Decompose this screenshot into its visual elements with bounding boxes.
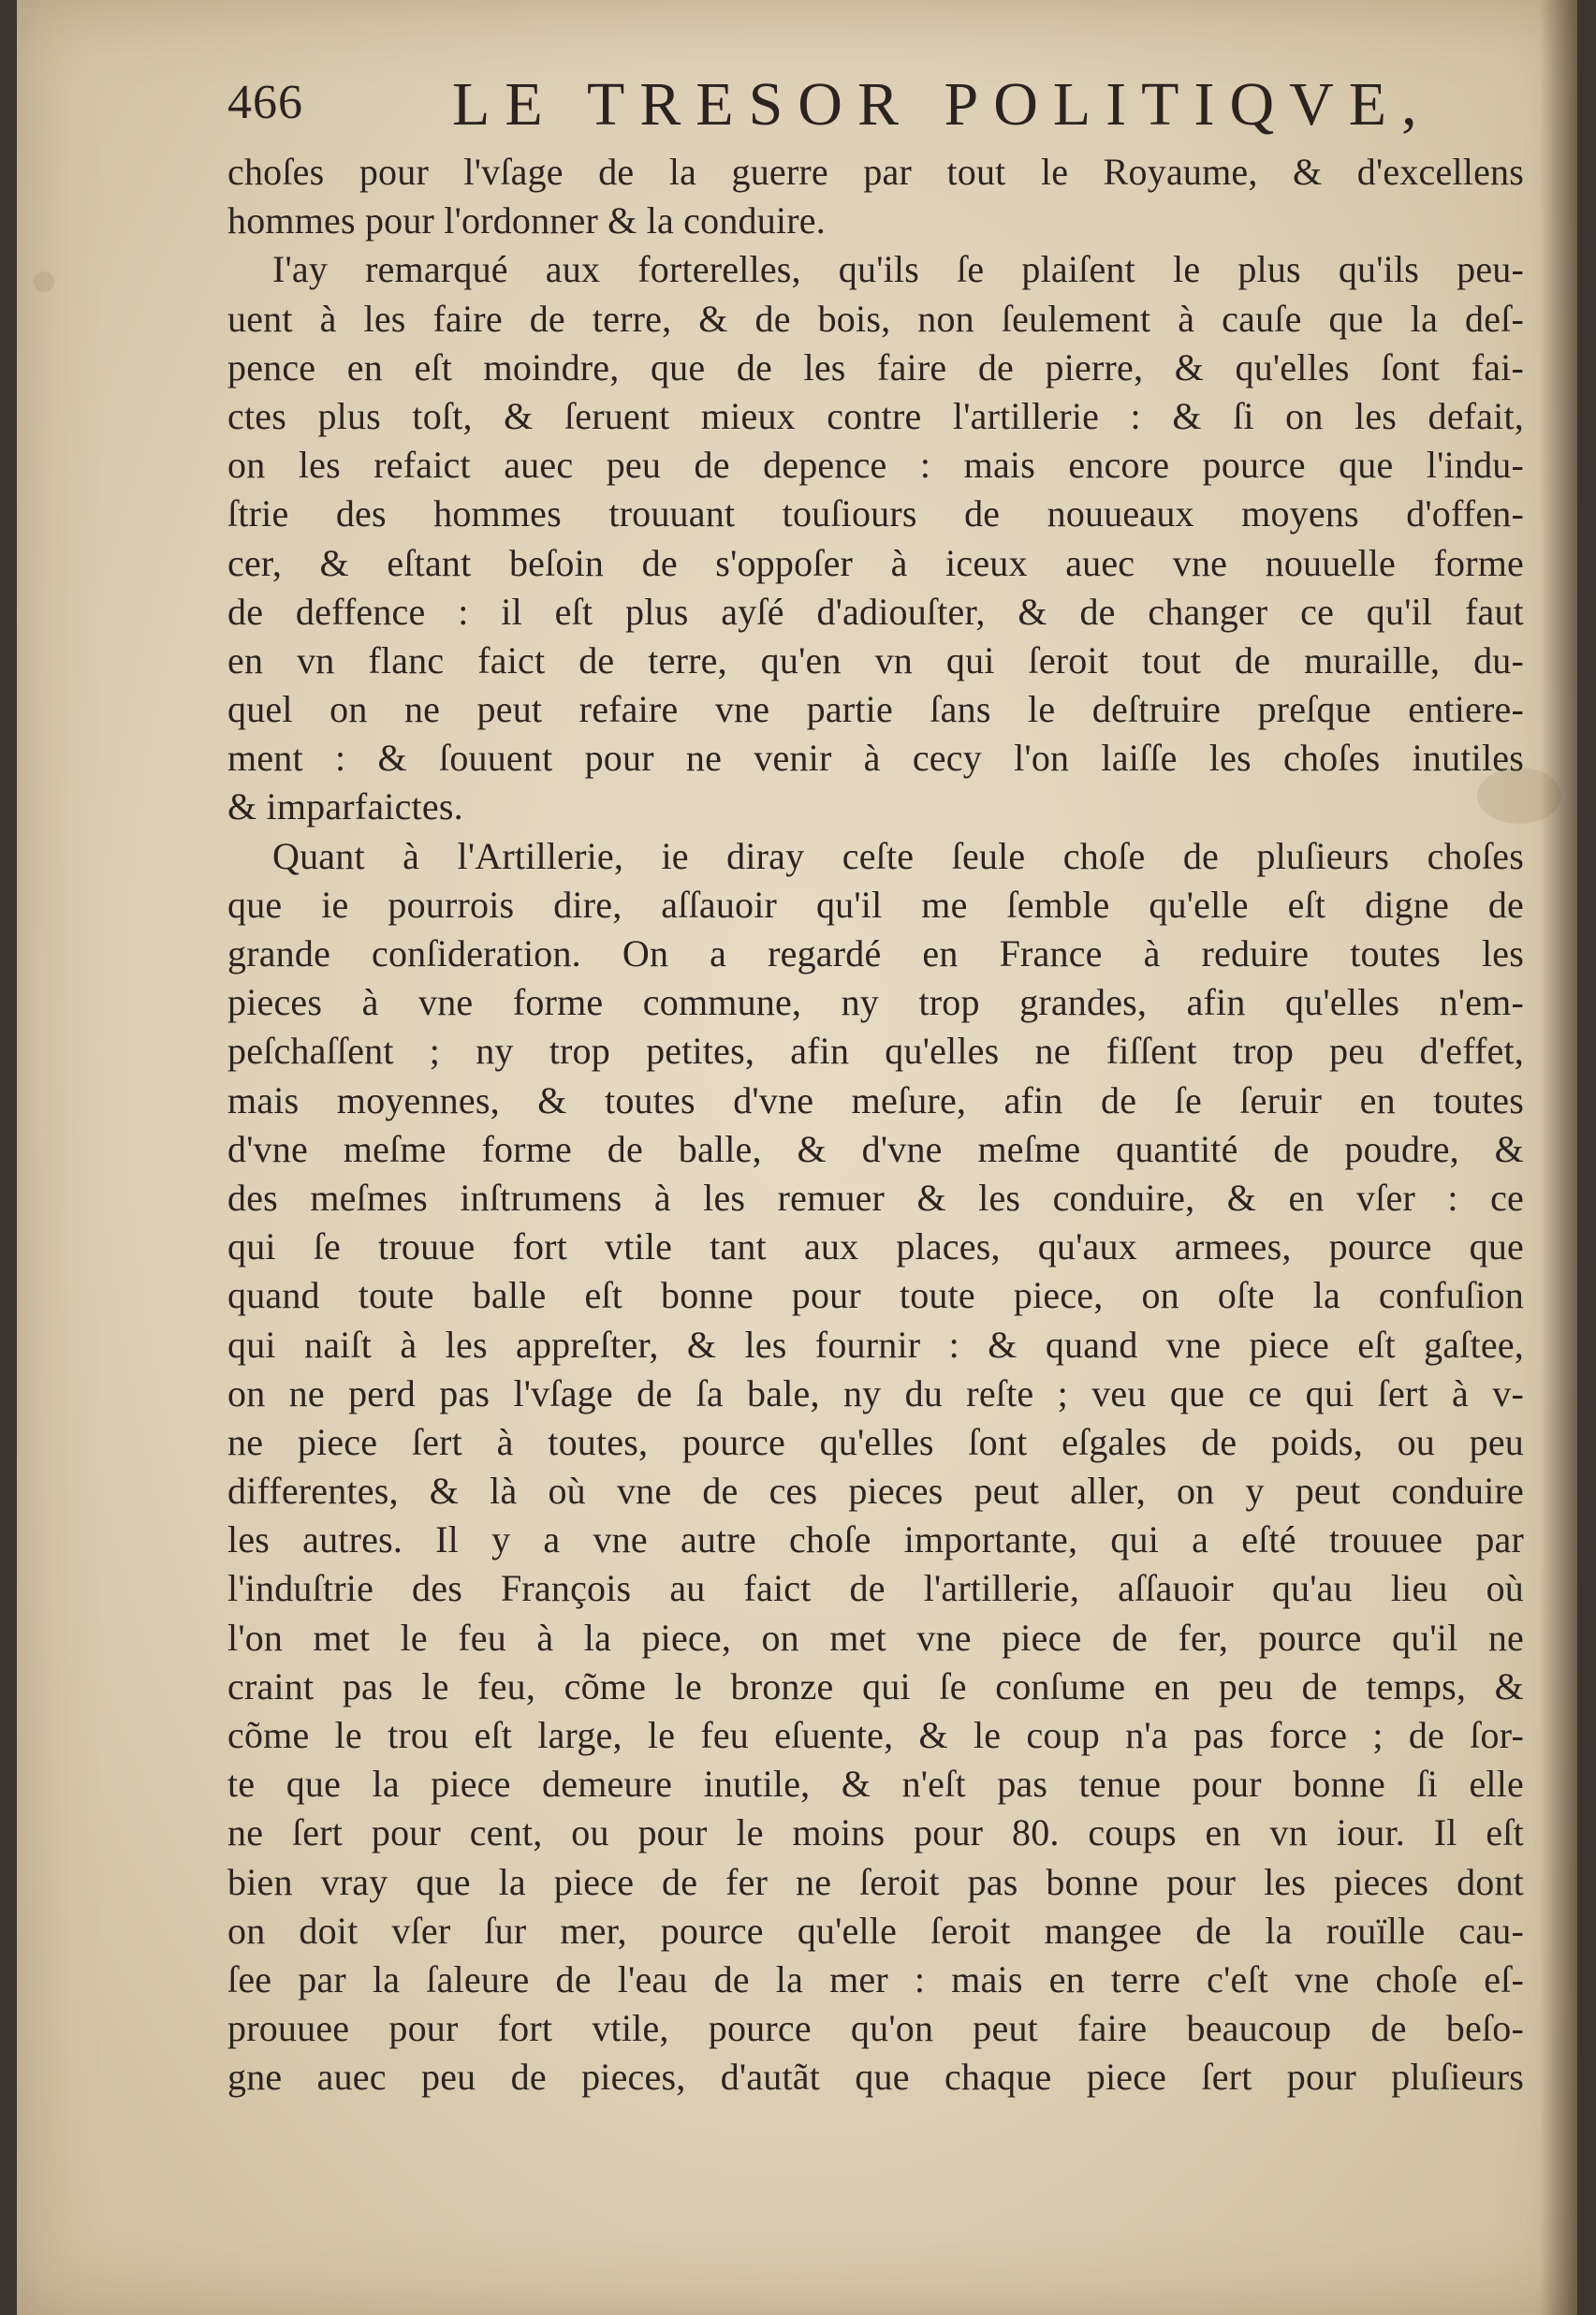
text-line: te que la piece demeure inutile, & n'eſt pas tenue pour bonne ſi elle [227,1763,1524,1806]
text-line: cõme le trou eſt large, le feu eſuente, & le coup n'a pas force ; de ſor- [227,1714,1524,1756]
text-line: on les refaict auec peu de depence : mais encore pource que l'indu- [227,444,1524,487]
text-line: quand toute balle eſt bonne pour toute piece, on oſte la confuſion [227,1274,1524,1317]
text-line: gne auec peu de pieces, d'autãt que chaque piece ſert pour pluſieurs [227,2056,1524,2099]
text-line: que ie pourrois dire, aſſauoir qu'il me ſemble qu'elle eſt digne de [227,883,1524,926]
text-line: d'vne meſme forme de balle, & d'vne meſme quantité de poudre, & [227,1127,1524,1170]
text-line: ctes plus toſt, & ſeruent mieux contre l'artillerie : & ſi on les defait, [227,394,1524,437]
text-line: des meſmes inſtrumens à les remuer & les conduire, & en vſer : ce [227,1176,1524,1219]
text-line: choſes pour l'vſage de la guerre par tout le Royaume, & d'excellens [227,151,1524,193]
text-line: ment : & ſouuent pour ne venir à cecy l'on laiſſe les choſes inutiles [227,737,1524,780]
ink-spot [34,271,54,292]
text-line: qui naiſt à les appreſter, & les fournir : & quand vne piece eſt gaſtee, [227,1323,1524,1366]
text-line: mais moyennes, & toutes d'vne meſure, afin de ſe ſeruir en toutes [227,1078,1524,1121]
text-line: de deffence : il eſt plus ayſé d'adiouſter, & de changer ce qu'il faut [227,590,1524,633]
book-page [17,0,1577,2315]
text-line: quel on ne peut refaire vne partie ſans le deſtruire preſque entiere- [227,688,1524,731]
text-line: hommes pour l'ordonner & la conduire. [227,199,826,242]
text-line: grande conſideration. On a regardé en France à reduire toutes les [227,932,1524,974]
page-header [227,58,1519,161]
text-line: on doit vſer ſur mer, pource qu'elle ſeroit mangee de la rouïlle cau- [227,1909,1524,1952]
text-line: ſee par la ſaleure de l'eau de la mer : mais en terre c'eſt vne choſe eſ- [227,1957,1524,2000]
text-line: ne piece ſert à toutes, pource qu'elles ſont eſgales de poids, ou peu [227,1420,1524,1463]
text-line: peſchaſſent ; ny trop petites, afin qu'elles ne fiſſent trop peu d'effet, [227,1030,1524,1073]
text-line: cer, & eſtant beſoin de s'oppoſer à iceux auec vne nouuelle forme [227,541,1524,584]
running-title: LE TRESOR POLITIQVE, [452,70,1432,139]
text-line: on ne perd pas l'vſage de ſa bale, ny du reſte ; veu que ce qui ſert à v- [227,1371,1524,1414]
text-line: craint pas le feu, cõme le bronze qui ſe conſume en peu de temps, & [227,1664,1524,1707]
text-line: & imparfaictes. [227,785,463,828]
text-line: bien vray que la piece de fer ne ſeroit pas bonne pour les pieces dont [227,1860,1524,1903]
page-number: 466 [227,76,303,129]
text-line: differentes, & là où vne de ces pieces peut aller, on y peut conduire [227,1470,1524,1513]
text-line: I'ay remarqué aux forterelles, qu'ils ſe plaiſent le plus qu'ils peu- [272,248,1524,291]
text-line: l'on met le feu à la piece, on met vne piece de fer, pource qu'il ne [227,1616,1524,1659]
text-line: pieces à vne forme commune, ny trop grandes, afin qu'elles n'em- [227,981,1524,1024]
body-text [227,148,1524,2103]
text-line: l'induſtrie des François au faict de l'artillerie, aſſauoir qu'au lieu où [227,1567,1524,1610]
text-line: ſtrie des hommes trouuant touſiours de nouueaux moyens d'offen- [227,492,1524,535]
text-line: les autres. Il y a vne autre choſe importante, qui a eſté trouuee par [227,1518,1524,1561]
text-line: pence en eſt moindre, que de les faire de pierre, & qu'elles ſont fai- [227,345,1524,388]
text-line: uent à les faire de terre, & de bois, non ſeulement à cauſe que la deſ- [227,297,1524,340]
text-line: en vn flanc faict de terre, qu'en vn qui ſeroit tout de muraille, du- [227,638,1524,681]
text-line: prouuee pour fort vtile, pource qu'on peut faire beaucoup de beſo- [227,2007,1524,2050]
text-line: Quant à l'Artillerie, ie diray ceſte ſeule choſe de pluſieurs choſes [272,834,1524,877]
binding-gutter [1540,0,1577,2315]
text-line: qui ſe trouue fort vtile tant aux places, qu'aux armees, pource que [227,1225,1524,1268]
text-line: ne ſert pour cent, ou pour le moins pour 80. coups en vn iour. Il eſt [227,1811,1524,1854]
